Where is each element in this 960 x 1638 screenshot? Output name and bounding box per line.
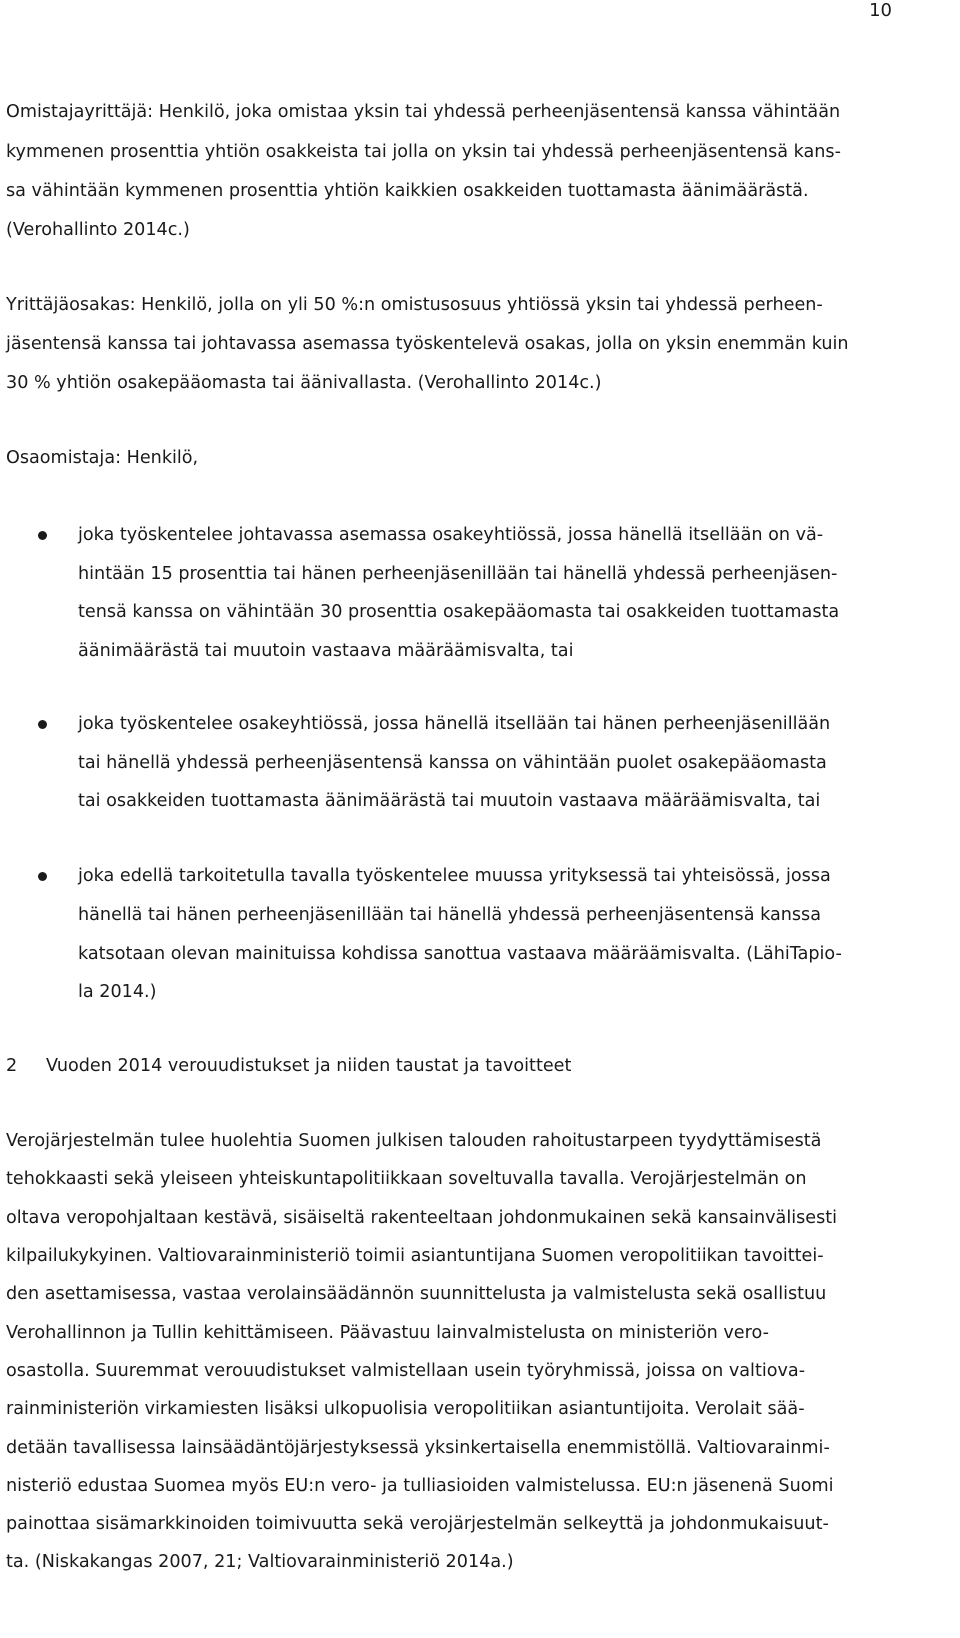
paragraph-tax-line-10: nisteriö edustaa Suomea myös EU:n vero- ja tulliasioiden valmistelussa. EU:n jäsenenä Suomi bbox=[6, 1476, 834, 1496]
paragraph-partner-line-2: jäsentensä kanssa tai johtavassa asemassa työskentelevä osakas, jolla on yksin enemmän kuin bbox=[6, 334, 849, 354]
bullet-3-line-2: hänellä tai hänen perheenjäsenillään tai hänellä yhdessä perheenjäsentensä kanssa bbox=[78, 905, 822, 925]
section-heading: Vuoden 2014 verouudistukset ja niiden taustat ja tavoitteet bbox=[46, 1056, 572, 1076]
section-number: 2 bbox=[6, 1056, 18, 1076]
bullet-1-line-1: joka työskentelee johtavassa asemassa osakeyhtiössä, jossa hänellä itsellään on vä- bbox=[78, 525, 824, 545]
paragraph-tax-line-9: detään tavallisessa lainsäädäntöjärjestyksessä yksinkertaisella enemmistöllä. Valtiovarainmi- bbox=[6, 1438, 830, 1458]
paragraph-tax-line-8: rainministeriön virkamiesten lisäksi ulkopuolisia veropolitiikan asiantuntijoita. Verolait sää- bbox=[6, 1399, 805, 1419]
paragraph-tax-line-5: den asettamisessa, vastaa verolainsäädännön suunnittelusta ja valmistelusta sekä osallistuu bbox=[6, 1284, 827, 1304]
paragraph-tax-line-6: Verohallinnon ja Tullin kehittämiseen. Päävastuu lainvalmistelusta on ministeriön vero- bbox=[6, 1323, 769, 1343]
bullet-3-line-4: la 2014.) bbox=[78, 982, 157, 1002]
paragraph-tax-line-11: painottaa sisämarkkinoiden toimivuutta sekä verojärjestelmän selkeyttä ja johdonmukaisuut- bbox=[6, 1514, 829, 1534]
paragraph-tax-line-12: ta. (Niskakangas 2007, 21; Valtiovarainministeriö 2014a.) bbox=[6, 1552, 514, 1572]
paragraph-owner-line-1: Omistajayrittäjä: Henkilö, joka omistaa yksin tai yhdessä perheenjäsentensä kanssa vähintään bbox=[6, 102, 841, 122]
paragraph-tax-line-3: oltava veropohjaltaan kestävä, sisäiseltä rakenteeltaan johdonmukainen sekä kansainvälisesti bbox=[6, 1208, 838, 1228]
paragraph-tax-line-4: kilpailukykyinen. Valtiovarainministeriö toimii asiantuntijana Suomen veropolitiikan tavoittei- bbox=[6, 1246, 824, 1266]
paragraph-part-owner-intro: Osaomistaja: Henkilö, bbox=[6, 448, 199, 468]
paragraph-owner-line-3: sa vähintään kymmenen prosenttia yhtiön kaikkien osakkeiden tuottamasta äänimäärästä. bbox=[6, 181, 809, 201]
paragraph-partner-line-1: Yrittäjäosakas: Henkilö, jolla on yli 50 %:n omistusosuus yhtiössä yksin tai yhdessä perheen- bbox=[6, 295, 823, 315]
paragraph-owner-line-2: kymmenen prosenttia yhtiön osakkeista tai jolla on yksin tai yhdessä perheenjäsentensä kans- bbox=[6, 142, 841, 162]
bullet-icon bbox=[38, 531, 47, 540]
bullet-1-line-4: äänimäärästä tai muutoin vastaava määräämisvalta, tai bbox=[78, 641, 574, 661]
bullet-icon bbox=[38, 720, 47, 729]
paragraph-tax-line-7: osastolla. Suuremmat verouudistukset valmistellaan usein työryhmissä, joissa on valtiova- bbox=[6, 1361, 806, 1381]
bullet-3-line-3: katsotaan olevan mainituissa kohdissa sanottua vastaava määräämisvalta. (LähiTapio- bbox=[78, 944, 842, 964]
bullet-1-line-2: hintään 15 prosenttia tai hänen perheenjäsenillään tai hänellä yhdessä perheenjäsen- bbox=[78, 564, 838, 584]
bullet-1-line-3: tensä kanssa on vähintään 30 prosenttia osakepääomasta tai osakkeiden tuottamasta bbox=[78, 602, 840, 622]
paragraph-owner-line-4: (Verohallinto 2014c.) bbox=[6, 220, 190, 240]
bullet-3-line-1: joka edellä tarkoitetulla tavalla työskentelee muussa yrityksessä tai yhteisössä, jossa bbox=[78, 866, 831, 886]
paragraph-tax-line-2: tehokkaasti sekä yleiseen yhteiskuntapolitiikkaan soveltuvalla tavalla. Verojärjestelmän on bbox=[6, 1169, 807, 1189]
page-number: 10 bbox=[869, 0, 892, 21]
bullet-2-line-2: tai hänellä yhdessä perheenjäsentensä kanssa on vähintään puolet osakepääomasta bbox=[78, 753, 827, 773]
bullet-icon bbox=[38, 872, 47, 881]
paragraph-tax-line-1: Verojärjestelmän tulee huolehtia Suomen julkisen talouden rahoitustarpeen tyydyttämisestä bbox=[6, 1131, 822, 1151]
bullet-2-line-1: joka työskentelee osakeyhtiössä, jossa hänellä itsellään tai hänen perheenjäsenillään bbox=[78, 714, 831, 734]
bullet-2-line-3: tai osakkeiden tuottamasta äänimäärästä tai muutoin vastaava määräämisvalta, tai bbox=[78, 791, 821, 811]
paragraph-partner-line-3: 30 % yhtiön osakepääomasta tai äänivallasta. (Verohallinto 2014c.) bbox=[6, 373, 602, 393]
